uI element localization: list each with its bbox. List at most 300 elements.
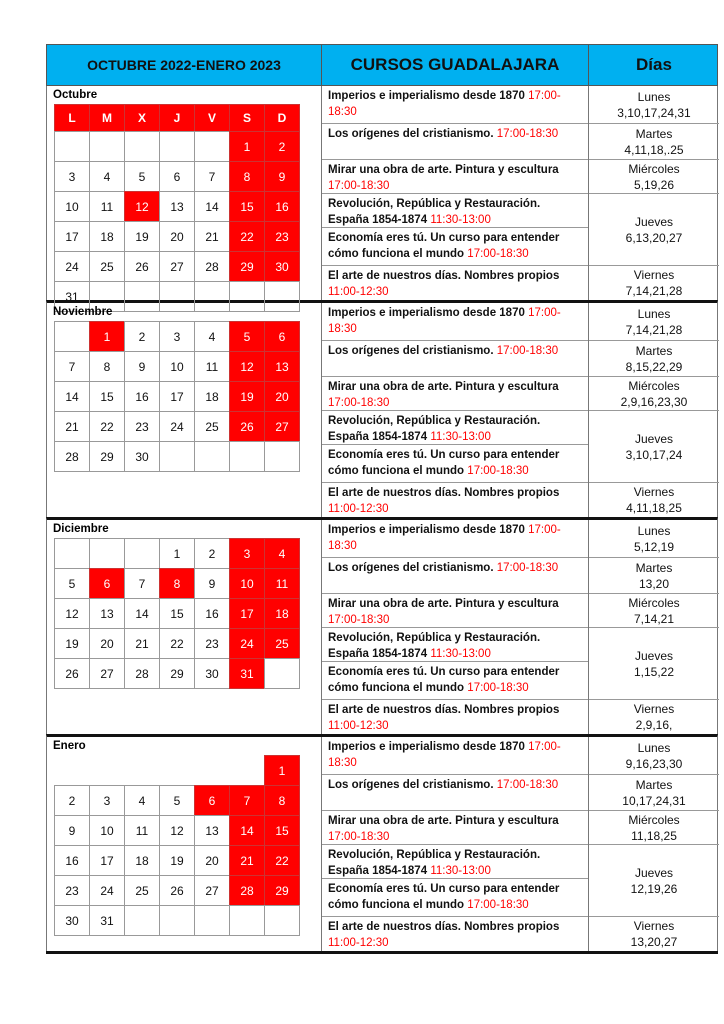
day-name: Jueves [634, 214, 674, 229]
course-item [322, 228, 588, 266]
calendar-day: 29 [229, 251, 265, 282]
course-item [322, 845, 588, 879]
weekday-header: J [159, 104, 195, 132]
day-item [589, 775, 719, 811]
calendar-day: 7 [54, 351, 90, 382]
day-dates: 9,16,23,30 [625, 756, 683, 771]
calendar-day: 22 [159, 628, 195, 659]
calendar-day [54, 321, 90, 352]
course-time: 11:00-12:30 [328, 937, 389, 949]
day-name: Miércoles [628, 595, 680, 610]
course-time: 17:00-18:30 [328, 397, 390, 409]
calendar-day: 5 [54, 568, 90, 599]
course-title: El arte de nuestros días. Nombres propios [328, 487, 560, 499]
day-dates: 1,15,22 [633, 664, 675, 679]
calendar-day: 21 [194, 221, 230, 252]
course-item [322, 628, 588, 662]
calendar-day: 25 [194, 411, 230, 442]
calendar-day: 1 [89, 321, 125, 352]
calendar-day: 16 [124, 381, 160, 412]
course-title: Imperios e imperialismo desde 1870 [328, 741, 525, 753]
calendar-day: 29 [264, 875, 300, 906]
calendar-day: 7 [229, 785, 265, 816]
course-time: 11:00-12:30 [328, 286, 389, 298]
calendar-day: 14 [54, 381, 90, 412]
calendar-day: 14 [194, 191, 230, 222]
calendar-day [229, 441, 265, 472]
course-title: Economía eres tú. Un curso para entender cómo funciona el mundo [328, 666, 560, 694]
calendar-day: 12 [124, 191, 160, 222]
day-item [589, 483, 719, 517]
calendar-day: 4 [194, 321, 230, 352]
course-title: El arte de nuestros días. Nombres propios [328, 704, 560, 716]
course-title: Revolución, República y Restauración. España 1854-1874 [328, 849, 541, 877]
calendar-day: 25 [89, 251, 125, 282]
calendar-day [54, 538, 90, 569]
calendar-day: 11 [264, 568, 300, 599]
day-item [589, 303, 719, 341]
day-item [589, 628, 719, 700]
course-item [322, 520, 588, 558]
course-time: 17:00-18:30 [328, 90, 561, 118]
course-title: Revolución, República y Restauración. España 1854-1874 [328, 632, 541, 660]
calendar-day: 28 [124, 658, 160, 689]
calendar-day: 19 [229, 381, 265, 412]
calendar-day: 3 [54, 161, 90, 192]
calendar-day: 5 [229, 321, 265, 352]
calendar-day: 3 [89, 785, 125, 816]
day-item [589, 160, 719, 194]
calendar-day: 30 [264, 251, 300, 282]
course-item [322, 194, 588, 228]
calendar-day: 1 [229, 131, 265, 162]
course-item [322, 811, 588, 845]
day-name: Viernes [633, 485, 675, 499]
month-calendar [47, 303, 322, 517]
course-list [322, 737, 589, 951]
calendar-day: 8 [264, 785, 300, 816]
course-title: Mirar una obra de arte. Pintura y escultura [328, 164, 559, 176]
calendar-day [54, 755, 90, 786]
weekday-header: L [54, 104, 90, 132]
calendar-day: 21 [124, 628, 160, 659]
day-name: Lunes [637, 306, 671, 321]
course-title: El arte de nuestros días. Nombres propios [328, 921, 560, 933]
calendar-day: 3 [229, 538, 265, 569]
day-name: Lunes [637, 523, 671, 538]
calendar-day: 1 [264, 755, 300, 786]
course-item [322, 160, 588, 194]
course-title: Mirar una obra de arte. Pintura y escultura [328, 815, 559, 827]
day-dates: 2,9,16, [635, 718, 673, 732]
period-heading: OCTUBRE 2022-ENERO 2023 [47, 45, 322, 85]
calendar-day [264, 658, 300, 689]
calendar-day [89, 538, 125, 569]
calendar-day: 26 [54, 658, 90, 689]
course-item [322, 303, 588, 341]
day-dates: 5,12,19 [633, 539, 675, 554]
calendar-day: 26 [229, 411, 265, 442]
course-time: 17:00-18:30 [496, 345, 559, 357]
course-title: Los orígenes del cristianismo. [328, 779, 494, 791]
day-name: Miércoles [628, 161, 680, 176]
calendar-day: 28 [54, 441, 90, 472]
day-dates: 13,20 [638, 576, 670, 591]
day-dates: 11,18,25 [631, 828, 677, 843]
calendar-day [54, 131, 90, 162]
course-time: 11:30-13:00 [430, 431, 491, 443]
course-item [322, 737, 588, 775]
course-item [322, 341, 588, 377]
calendar-grid [54, 538, 299, 688]
course-list [322, 303, 589, 517]
day-item [589, 377, 719, 411]
calendar-day [229, 905, 265, 936]
day-item [589, 594, 719, 628]
calendar-grid [54, 321, 299, 471]
calendar-day: 17 [54, 221, 90, 252]
day-dates: 12,19,26 [630, 881, 678, 896]
calendar-day: 17 [229, 598, 265, 629]
month-name: Diciembre [53, 523, 109, 535]
calendar-day [124, 755, 160, 786]
calendar-day: 13 [264, 351, 300, 382]
weekday-header: X [124, 104, 160, 132]
day-item [589, 558, 719, 594]
course-item [322, 558, 588, 594]
days-list [589, 303, 719, 517]
weekday-header: S [229, 104, 265, 132]
course-title: Los orígenes del cristianismo. [328, 562, 494, 574]
calendar-day: 10 [89, 815, 125, 846]
course-item [322, 594, 588, 628]
calendar-day: 25 [124, 875, 160, 906]
calendar-day: 4 [124, 785, 160, 816]
course-time: 11:00-12:30 [328, 720, 389, 732]
calendar-day: 16 [264, 191, 300, 222]
calendar-day: 12 [54, 598, 90, 629]
course-time: 17:00-18:30 [467, 899, 529, 911]
course-item [322, 483, 588, 517]
calendar-day: 24 [159, 411, 195, 442]
month-name: Enero [53, 740, 86, 752]
course-time: 17:00-18:30 [467, 248, 529, 260]
calendar-day: 6 [159, 161, 195, 192]
calendar-day: 30 [54, 905, 90, 936]
day-name: Lunes [637, 740, 671, 755]
course-title: Economía eres tú. Un curso para entender cómo funciona el mundo [328, 449, 560, 477]
course-item [322, 917, 588, 951]
course-time: 17:00-18:30 [328, 614, 390, 626]
day-dates: 4,11,18,25 [626, 501, 682, 515]
calendar-day: 22 [264, 845, 300, 876]
calendar-day: 21 [54, 411, 90, 442]
course-time: 17:00-18:30 [496, 779, 559, 791]
calendar-day: 26 [124, 251, 160, 282]
month-section [46, 86, 718, 304]
calendar-day: 19 [54, 628, 90, 659]
course-time: 11:30-13:00 [430, 648, 491, 660]
calendar-day: 28 [194, 251, 230, 282]
day-name: Martes [635, 343, 673, 358]
calendar-day: 14 [229, 815, 265, 846]
calendar-day: 28 [229, 875, 265, 906]
month-calendar [47, 86, 322, 304]
calendar-day [264, 905, 300, 936]
calendar-day: 27 [159, 251, 195, 282]
schedule-table [46, 44, 718, 954]
day-name: Viernes [633, 919, 675, 933]
calendar-day: 20 [159, 221, 195, 252]
day-dates: 3,10,17,24,31 [617, 105, 691, 120]
calendar-day: 9 [124, 351, 160, 382]
calendar-day: 9 [264, 161, 300, 192]
calendar-day: 21 [229, 845, 265, 876]
day-name: Jueves [634, 648, 674, 663]
table-header [46, 44, 718, 86]
day-item [589, 737, 719, 775]
course-list [322, 520, 589, 734]
calendar-day: 23 [264, 221, 300, 252]
month-name: Octubre [53, 89, 98, 101]
day-item [589, 811, 719, 845]
calendar-day: 17 [89, 845, 125, 876]
calendar-day [124, 905, 160, 936]
day-dates: 2,9,16,23,30 [620, 394, 688, 409]
course-title: Revolución, República y Restauración. España 1854-1874 [328, 198, 541, 226]
calendar-day: 16 [54, 845, 90, 876]
calendar-day: 10 [54, 191, 90, 222]
calendar-day: 6 [264, 321, 300, 352]
course-item [322, 266, 588, 300]
calendar-day: 9 [194, 568, 230, 599]
calendar-day [194, 441, 230, 472]
day-dates: 10,17,24,31 [622, 793, 686, 808]
calendar-day: 26 [159, 875, 195, 906]
calendar-day: 16 [194, 598, 230, 629]
course-time: 17:00-18:30 [328, 180, 390, 192]
days-list [589, 86, 719, 300]
calendar-day: 8 [89, 351, 125, 382]
course-time: 17:00-18:30 [496, 128, 559, 140]
day-name: Jueves [634, 865, 674, 880]
calendar-day [194, 905, 230, 936]
calendar-day: 7 [194, 161, 230, 192]
course-title: Economía eres tú. Un curso para entender cómo funciona el mundo [328, 883, 560, 911]
weekday-header: M [89, 104, 125, 132]
day-dates: 6,13,20,27 [625, 230, 683, 245]
day-item [589, 194, 719, 266]
calendar-day [89, 755, 125, 786]
calendar-day: 29 [89, 441, 125, 472]
calendar-day: 4 [89, 161, 125, 192]
month-section [46, 300, 718, 517]
day-name: Jueves [634, 431, 674, 446]
course-title: Economía eres tú. Un curso para entender cómo funciona el mundo [328, 232, 560, 260]
calendar-day: 2 [124, 321, 160, 352]
calendar-day: 15 [89, 381, 125, 412]
calendar-day: 18 [264, 598, 300, 629]
calendar-day [89, 131, 125, 162]
course-title: Imperios e imperialismo desde 1870 [328, 307, 525, 319]
day-item [589, 520, 719, 558]
calendar-day: 6 [89, 568, 125, 599]
day-dates: 3,10,17,24 [625, 447, 683, 462]
calendar-day: 27 [89, 658, 125, 689]
course-title: El arte de nuestros días. Nombres propios [328, 270, 560, 282]
calendar-day: 5 [124, 161, 160, 192]
calendar-day: 15 [229, 191, 265, 222]
course-time: 17:00-18:30 [467, 682, 529, 694]
day-name: Martes [635, 560, 673, 575]
calendar-day: 8 [159, 568, 195, 599]
course-item [322, 879, 588, 917]
course-title: Imperios e imperialismo desde 1870 [328, 90, 525, 102]
course-time: 17:00-18:30 [328, 307, 561, 335]
calendar-day: 22 [89, 411, 125, 442]
course-time: 17:00-18:30 [328, 831, 390, 843]
course-item [322, 700, 588, 734]
month-calendar [47, 520, 322, 734]
day-name: Viernes [633, 702, 675, 716]
calendar-day: 11 [194, 351, 230, 382]
day-item [589, 917, 719, 951]
calendar-day [124, 538, 160, 569]
calendar-day: 11 [124, 815, 160, 846]
calendar-day: 4 [264, 538, 300, 569]
day-name: Martes [635, 777, 673, 792]
course-time: 17:00-18:30 [467, 465, 529, 477]
course-title: Los orígenes del cristianismo. [328, 345, 494, 357]
days-list [589, 737, 719, 951]
calendar-day: 12 [229, 351, 265, 382]
day-dates: 4,11,18,.25 [624, 142, 684, 157]
day-name: Miércoles [628, 378, 680, 393]
calendar-day: 24 [89, 875, 125, 906]
calendar-day [159, 905, 195, 936]
calendar-day [194, 755, 230, 786]
course-item [322, 775, 588, 811]
calendar-day: 2 [264, 131, 300, 162]
month-section [46, 517, 718, 734]
calendar-day: 12 [159, 815, 195, 846]
course-item [322, 124, 588, 160]
calendar-day: 20 [194, 845, 230, 876]
calendar-day: 17 [159, 381, 195, 412]
month-name: Noviembre [53, 306, 113, 318]
day-name: Lunes [637, 89, 671, 104]
course-title: Revolución, República y Restauración. España 1854-1874 [328, 415, 541, 443]
calendar-day [229, 755, 265, 786]
days-list [589, 520, 719, 734]
course-item [322, 445, 588, 483]
day-dates: 13,20,27 [630, 935, 678, 949]
day-item [589, 124, 719, 160]
course-time: 11:00-12:30 [328, 503, 389, 515]
days-heading: Días [636, 55, 672, 74]
calendar-day: 13 [194, 815, 230, 846]
calendar-day: 30 [124, 441, 160, 472]
calendar-day: 9 [54, 815, 90, 846]
calendar-day: 7 [124, 568, 160, 599]
course-time: 11:30-13:00 [430, 214, 491, 226]
calendar-day: 15 [264, 815, 300, 846]
calendar-day [264, 441, 300, 472]
course-title: Imperios e imperialismo desde 1870 [328, 524, 525, 536]
month-calendar [47, 737, 322, 951]
calendar-day: 10 [159, 351, 195, 382]
day-dates: 8,15,22,29 [625, 359, 683, 374]
calendar-day [159, 755, 195, 786]
day-name: Miércoles [628, 812, 680, 827]
course-title: Mirar una obra de arte. Pintura y escultura [328, 381, 559, 393]
calendar-day: 23 [54, 875, 90, 906]
calendar-grid [54, 104, 299, 311]
day-item [589, 845, 719, 917]
calendar-day: 18 [89, 221, 125, 252]
day-item [589, 86, 719, 124]
title-heading: CURSOS GUADALAJARA [322, 45, 589, 85]
calendar-day: 5 [159, 785, 195, 816]
calendar-day: 13 [159, 191, 195, 222]
month-section [46, 734, 718, 951]
day-item [589, 341, 719, 377]
day-name: Viernes [633, 268, 675, 282]
calendar-day: 23 [124, 411, 160, 442]
calendar-day: 29 [159, 658, 195, 689]
course-item [322, 377, 588, 411]
calendar-day: 13 [89, 598, 125, 629]
calendar-day: 19 [159, 845, 195, 876]
calendar-day [194, 131, 230, 162]
calendar-day: 31 [229, 658, 265, 689]
weekday-header: D [264, 104, 300, 132]
course-title: Los orígenes del cristianismo. [328, 128, 494, 140]
day-name: Martes [635, 126, 673, 141]
course-title: Mirar una obra de arte. Pintura y escultura [328, 598, 559, 610]
calendar-day: 25 [264, 628, 300, 659]
calendar-day: 24 [54, 251, 90, 282]
calendar-day [159, 131, 195, 162]
calendar-day [159, 441, 195, 472]
calendar-day: 20 [264, 381, 300, 412]
day-dates: 5,19,26 [633, 177, 675, 192]
day-item [589, 700, 719, 734]
calendar-day: 2 [54, 785, 90, 816]
day-dates: 7,14,21 [633, 611, 675, 626]
calendar-day: 20 [89, 628, 125, 659]
calendar-day: 8 [229, 161, 265, 192]
day-dates: 7,14,21,28 [625, 322, 683, 337]
calendar-day: 11 [89, 191, 125, 222]
calendar-day: 23 [194, 628, 230, 659]
course-time: 11:30-13:00 [430, 865, 491, 877]
calendar-day [124, 131, 160, 162]
weekday-header: V [194, 104, 230, 132]
day-dates: 7,14,21,28 [625, 284, 683, 298]
calendar-day: 27 [194, 875, 230, 906]
calendar-day: 24 [229, 628, 265, 659]
course-item [322, 662, 588, 700]
calendar-day: 27 [264, 411, 300, 442]
calendar-day: 31 [54, 281, 90, 312]
calendar-day: 22 [229, 221, 265, 252]
course-list [322, 86, 589, 300]
day-item [589, 411, 719, 483]
calendar-day: 1 [159, 538, 195, 569]
calendar-day: 14 [124, 598, 160, 629]
calendar-grid [54, 755, 299, 935]
